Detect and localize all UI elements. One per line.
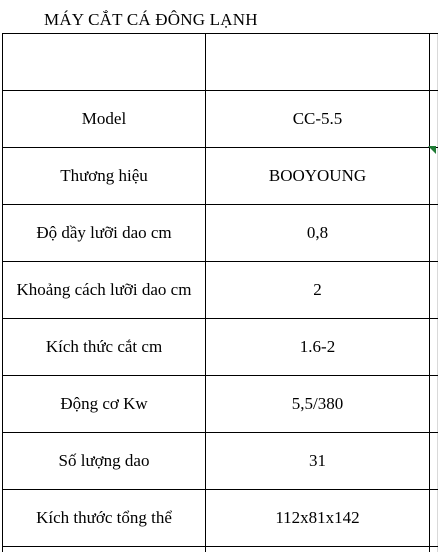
table-cell-value[interactable] <box>206 34 429 90</box>
table-cell-value[interactable]: 5,5/380 <box>291 394 344 413</box>
table-cell-label[interactable]: Độ dầy lưỡi dao cm <box>36 223 172 242</box>
table-cell-value[interactable]: 2 <box>313 280 322 299</box>
table-cell-value[interactable]: CC-5.5 <box>292 109 343 128</box>
table-cell-value[interactable]: 0,8 <box>306 223 329 242</box>
table-cell-label[interactable]: Kích thước tổng thể <box>36 508 172 527</box>
table-cell-label[interactable]: Model <box>81 109 127 128</box>
table-cell-value[interactable]: 1.6-2 <box>299 337 336 356</box>
table-border-right <box>429 33 430 552</box>
table-cell-label[interactable]: Kích thức cắt cm <box>45 337 163 356</box>
table-cell-label[interactable]: Thương hiệu <box>60 166 148 185</box>
sheet-title: MÁY CẮT CÁ ĐÔNG LẠNH <box>44 10 258 29</box>
table-cell-value[interactable]: 112x81x142 <box>275 508 360 527</box>
table-cell-label[interactable]: Khoảng cách lưỡi dao cm <box>16 280 192 299</box>
table-cell-label[interactable]: Số lượng dao <box>58 451 150 470</box>
table-cell-value[interactable]: BOOYOUNG <box>268 166 367 185</box>
table-row-line <box>2 546 438 547</box>
table-cell-label[interactable] <box>3 34 205 90</box>
table-cell-label[interactable]: Động cơ Kw <box>60 394 148 413</box>
cell-comment-marker <box>428 146 436 154</box>
table-cell-value[interactable]: 31 <box>309 451 326 470</box>
